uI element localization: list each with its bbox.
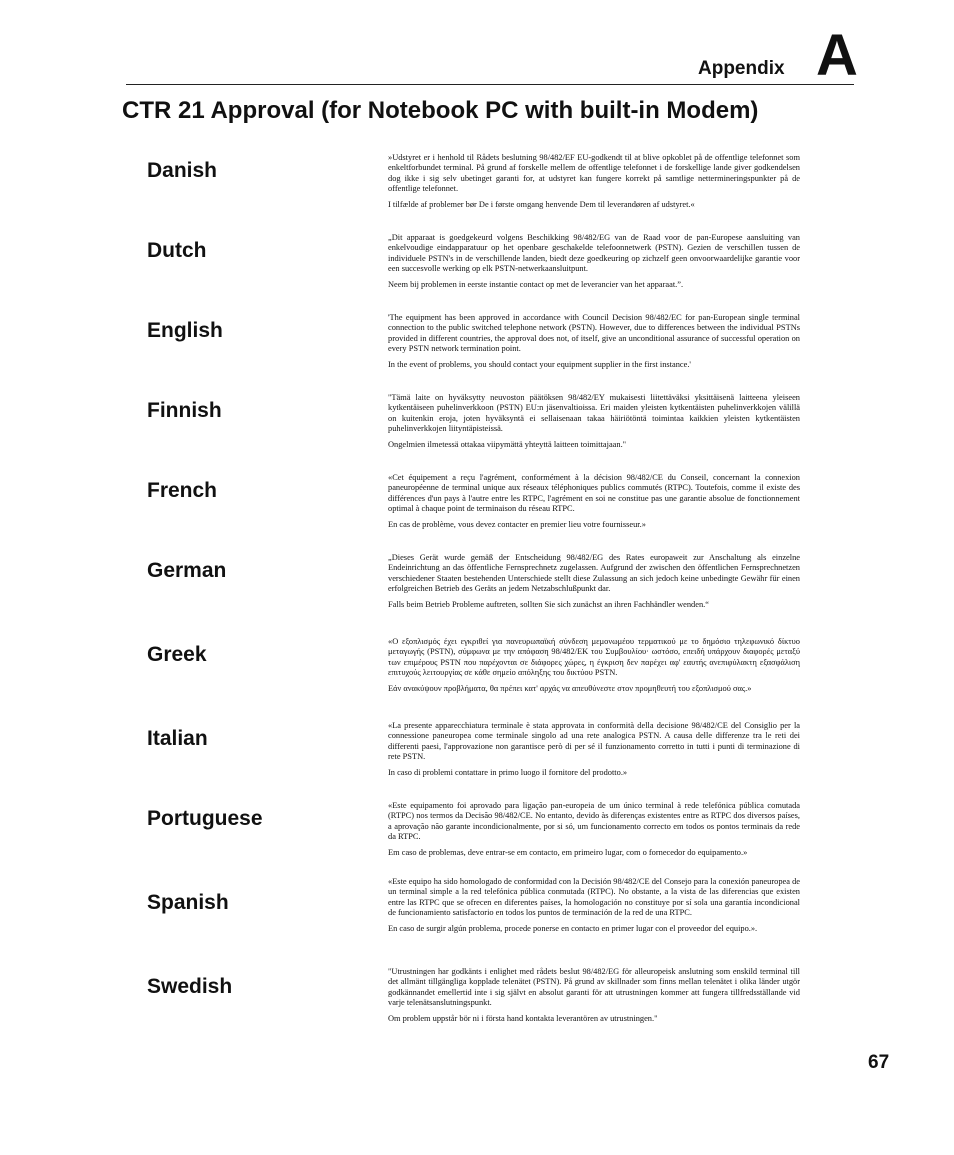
approval-paragraph: «Este equipo ha sido homologado de conformidad con la Decisión 98/482/CE del Consejo para la conexión paneuropea de un terminal simple a la red telefónica pública conmutada (RTPC). No obstante, a la vista de las diferencias que existen entre las RTPC que se ofrecen en diferentes países, la homologación no constituye por sí sola una garantía incondicional de funcionamiento satisfactorio en todos los puntos de terminación de la red de una RTPC. xyxy=(388,877,800,918)
approval-text xyxy=(388,967,800,1024)
approval-note: I tilfælde af problemer bør De i første omgang henvende Dem til leverandøren af udstyret.« xyxy=(388,199,695,209)
approval-paragraph: «La presente apparecchiatura terminale è stata approvata in conformità della decisione 98/482/CE del Consiglio per la connessione paneuropea come terminale singolo ad una rete analogica PSTN. A causa delle differenze tra le reti dei differenti paesi, l'approvazione non garantisce però di per sé il funzionamento corretto in tutti i punti di terminazione di rete PSTN. xyxy=(388,721,800,762)
language-heading: French xyxy=(147,479,218,502)
appendix-letter: A xyxy=(816,23,858,88)
language-heading: Swedish xyxy=(147,975,233,998)
approval-paragraph: «Este equipamento foi aprovado para ligação pan-europeia de um único terminal à rede telefónica pública comutada (RTPC) nos termos da Decisão 98/482/CE. No entanto, devido às diferenças existentes entre as RTPC dos diversos países, a aprovação não garante incondicionalmente, por si só, um funcionamento correcto em todos os pontos terminais da rede da RTPC. xyxy=(388,801,800,842)
header-label: Appendix xyxy=(698,58,785,79)
language-heading: Danish xyxy=(147,159,218,182)
approval-text xyxy=(388,721,800,778)
approval-text xyxy=(388,637,800,694)
approval-note: Em caso de problemas, deve entrar-se em contacto, em primeiro lugar, com o fornecedor do equipamento.» xyxy=(388,847,748,857)
approval-note: Εάν ανακύψουν προβλήματα, θα πρέπει κατ' αρχάς να απευθύνεστε στον προμηθευτή του εξοπλισμού σας.» xyxy=(388,683,752,693)
approval-paragraph: „Dit apparaat is goedgekeurd volgens Beschikking 98/482/EG van de Raad voor de pan-Europese aansluiting van enkelvoudige eindapparatuur op het openbare geschakelde telefoonnetwerk (PSTN). Gezien de verschillen tussen de individuele PSTN's in de verschillende landen, biedt deze goedkeuring op zichzelf geen onvoorwaardelijke garantie voor een succesvolle werking op elk PSTN-netwerkaansluitpunt. xyxy=(388,233,800,274)
approval-text xyxy=(388,473,800,530)
language-heading: Spanish xyxy=(147,891,229,914)
approval-paragraph: «Cet équipement a reçu l'agrément, conformément à la décision 98/482/CE du Conseil, concernant la connexion paneuropéenne de terminal unique aux réseaux téléphoniques publics commutés (RTPC). Toutefois, comme il existe des différences d'un pays à l'autre entre les RTPC, l'agrément en soi ne constitue pas une garantie absolue de fonctionnement optimal à chaque point de terminaison du réseau RTPC. xyxy=(388,473,800,514)
approval-text xyxy=(388,393,800,450)
approval-text xyxy=(388,877,800,934)
language-heading: English xyxy=(147,319,223,342)
language-heading: German xyxy=(147,559,227,582)
approval-text xyxy=(388,153,800,210)
approval-paragraph: „Dieses Gerät wurde gemäß der Entscheidung 98/482/EG des Rates europaweit zur Anschaltung als einzelne Endeinrichtung an das öffentliche Fernsprechnetz zugelassen. Aufgrund der zwischen den öffentlichen Fernsprechnetzen verschiedener Staaten bestehenden Unterschiede stellt diese Zulassung an sich jedoch keine unbedingte Gewähr für einen erfolgreichen Betrieb des Geräts an jedem Netzabschlußpunkt dar. xyxy=(388,553,800,594)
approval-paragraph: "Utrustningen har godkänts i enlighet med rådets beslut 98/482/EG för alleuropeisk anslutning som enskild terminal till det allmänt tillgängliga kopplade telenätet (PSTN). På grund av skillnader som finns mellan telenätet i olika länder utgör godkännandet emellertid inte i sig självt en absolut garanti för att utrustningen kommer att fungera tillfredsställande vid varje telenätsanslutningspunkt. xyxy=(388,967,800,1008)
approval-text xyxy=(388,553,800,610)
approval-note: Neem bij problemen in eerste instantie contact op met de leverancier van het apparaat.”. xyxy=(388,279,684,289)
language-heading: Finnish xyxy=(147,399,222,422)
page-number: 67 xyxy=(868,1052,890,1073)
approval-paragraph: »Udstyret er i henhold til Rådets beslutning 98/482/EF EU-godkendt til at blive opkoblet på de offentlige telefonnet som enkeltforbundet terminal. På grund af forskelle mellem de offentlige telefonnet i de forskellige lande giver godkendelsen dog ikke i sig selv ubetinget garanti for, at udstyret kan fungere korrekt på samtlige nettermineringspunkter på de offentlige telefonnet. xyxy=(388,153,800,194)
approval-text xyxy=(388,233,800,290)
approval-note: En cas de problème, vous devez contacter en premier lieu votre fournisseur.» xyxy=(388,519,646,529)
language-heading: Italian xyxy=(147,727,208,750)
approval-note: Falls beim Betrieb Probleme auftreten, sollten Sie sich zunächst an ihren Fachhändler wenden.“ xyxy=(388,599,709,609)
approval-note: Om problem uppstår bör ni i första hand kontakta leverantören av utrustningen." xyxy=(388,1013,658,1023)
header-rule xyxy=(126,84,854,85)
approval-text xyxy=(388,313,800,370)
language-heading: Dutch xyxy=(147,239,207,262)
approval-note: En caso de surgir algún problema, procede ponerse en contacto en primer lugar con el proveedor del equipo.». xyxy=(388,923,758,933)
language-heading: Portuguese xyxy=(147,807,263,830)
approval-paragraph: 'The equipment has been approved in accordance with Council Decision 98/482/EC for pan-European single terminal connection to the public switched telephone network (PSTN). However, due to differences between the individual PSTNs provided in different countries, the approval does not, of itself, give an unconditional assurance of successful operation on every PSTN network termination point. xyxy=(388,313,800,354)
language-heading: Greek xyxy=(147,643,207,666)
approval-text xyxy=(388,801,800,858)
approval-note: Ongelmien ilmetessä ottakaa viipymättä yhteyttä laitteen toimittajaan." xyxy=(388,439,627,449)
approval-note: In the event of problems, you should contact your equipment supplier in the first instance.' xyxy=(388,359,691,369)
approval-paragraph: «Ο εξοπλισμός έχει εγκριθεί για πανευρωπαϊκή σύνδεση μεμονωμέου τερματικού με το δημόσιο τηλεφωνικό δίκτυο μεταγωγής (PSTN), σύμφωνα με την απόφαση 98/482/ΕΚ του Συμβουλίου· ωστόσο, επειδή υπάρχουν διαφορές μεταξύ των επιμέρους PSTN που παρέχονται σε διάφορες χώρες, η έγκριση δεν παρέχει αφ' εαυτής ανεπιφύλακτη εξασφάλιση επιτυχούς λειτουργίας σε κάθε σημείο απόληξης του δικτύου PSTN. xyxy=(388,637,800,678)
approval-note: In caso di problemi contattare in primo luogo il fornitore del prodotto.» xyxy=(388,767,628,777)
approval-paragraph: "Tämä laite on hyväksytty neuvoston päätöksen 98/482/EY mukaisesti liitettäväksi yksittäisenä laitteena yleiseen kytkentäiseen puhelinverkkoon (PSTN) EU:n jäsenvaltioissa. Eri maiden yleisten kytkentäisten puhelinverkkojen välillä on kuitenkin eroja, joten hyväksyntä ei sellaisenaan takaa häiriötöntä toimintaa kaikkien yleisten kytkentäisten puhelinverkkojen liityntäpisteissä. xyxy=(388,393,800,434)
page-title: CTR 21 Approval (for Notebook PC with built-in Modem) xyxy=(122,97,759,124)
